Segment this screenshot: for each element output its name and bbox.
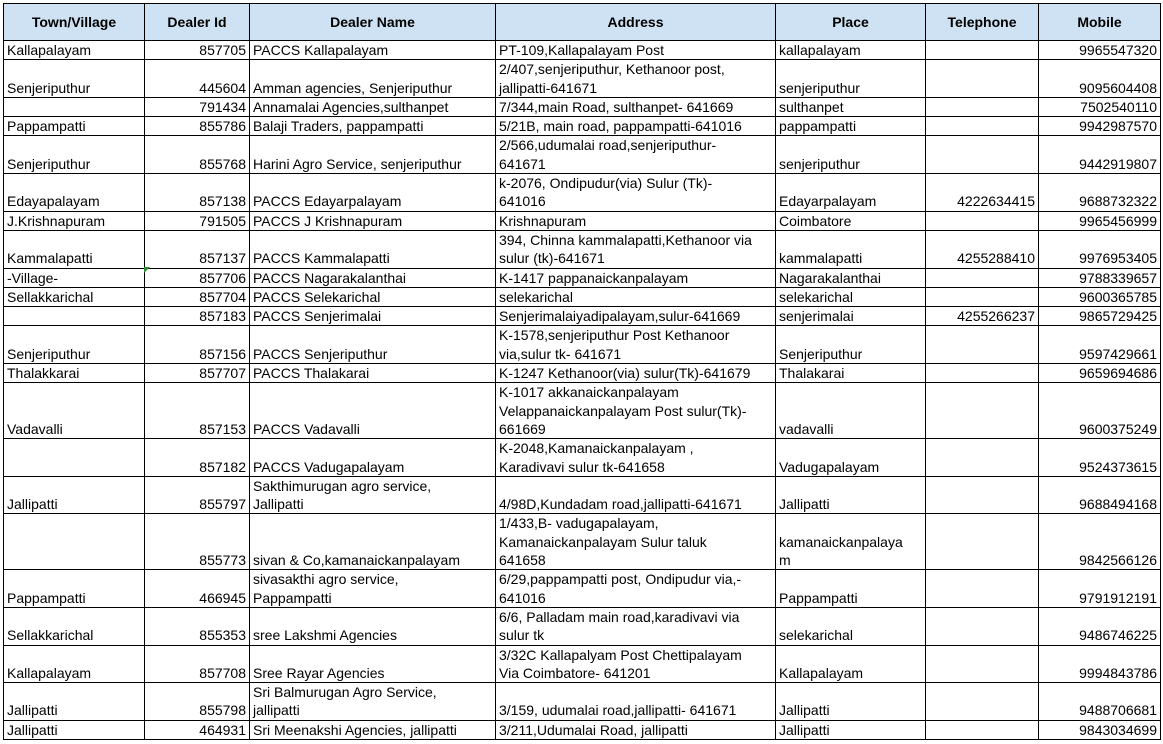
cell-telephone[interactable] [926,683,1039,721]
cell-dealer-id[interactable]: 445604 [145,60,250,98]
cell-place[interactable]: Thalakarai [776,364,926,383]
cell-dealer-name[interactable]: Sree Rayar Agencies [250,645,496,683]
table-row [4,268,1161,287]
cell-address[interactable]: 4/98D,Kundadam road,jallipatti-641671 [496,476,776,514]
cell-mobile[interactable]: 9865729425 [1039,307,1161,326]
cell-town[interactable] [4,307,145,326]
table-row [4,287,1161,306]
cell-address[interactable]: 1/433,B- vadugapalayam, Kamanaickanpalayam Sulur taluk 641658 [496,514,776,570]
cell-mobile[interactable]: 9688494168 [1039,476,1161,514]
cell-dealer-name[interactable]: PACCS J Krishnapuram [250,211,496,230]
cell-dealer-name[interactable]: Sakthimurugan agro service, Jallipatti [250,476,496,514]
cell-town[interactable]: Senjeriputhur [4,60,145,98]
cell-town[interactable]: Vadavalli [4,383,145,439]
table-row [4,174,1161,212]
table-row [4,439,1161,477]
cell-comment-indicator[interactable] [144,267,150,273]
cell-telephone[interactable] [926,97,1039,116]
cell-dealer-name[interactable]: sree Lakshmi Agencies [250,607,496,645]
cell-dealer-name[interactable]: PACCS Edayarpalayam [250,174,496,212]
cell-place[interactable]: Coimbatore [776,211,926,230]
cell-address[interactable]: 3/159, udumalai road,jallipatti- 641671 [496,683,776,721]
cell-address[interactable]: 2/566,udumalai road,senjeriputhur- 641671 [496,136,776,174]
cell-dealer-name[interactable]: sivan & Co,kamanaickanpalayam [250,514,496,570]
cell-town[interactable]: Pappampatti [4,570,145,608]
cell-dealer-name[interactable]: PACCS Kammalapatti [250,230,496,268]
cell-dealer-id[interactable]: 857704 [145,287,250,306]
cell-town[interactable]: Sellakkarichal [4,607,145,645]
table-row [4,720,1161,739]
header-dealer-name[interactable]: Dealer Name [250,4,496,41]
cell-dealer-id[interactable]: 857707 [145,364,250,383]
cell-address[interactable]: 6/29,pappampatti post, Ondipudur via,- 641016 [496,570,776,608]
table-row [4,383,1161,439]
cell-dealer-id[interactable]: 855786 [145,117,250,136]
cell-place[interactable]: Jallipatti [776,683,926,721]
cell-place[interactable]: selekarichal [776,287,926,306]
cell-town[interactable]: J.Krishnapuram [4,211,145,230]
cell-place[interactable]: Nagarakalanthai [776,268,926,287]
cell-dealer-id[interactable]: 857183 [145,307,250,326]
cell-dealer-id[interactable]: 857182 [145,439,250,477]
cell-address[interactable]: 3/211,Udumalai Road, jallipatti [496,720,776,739]
cell-place[interactable]: Jallipatti [776,476,926,514]
cell-dealer-name[interactable]: Harini Agro Service, senjeriputhur [250,136,496,174]
cell-town[interactable]: Kammalapatti [4,230,145,268]
cell-mobile[interactable]: 9600375249 [1039,383,1161,439]
cell-town[interactable] [4,97,145,116]
table-row [4,645,1161,683]
cell-mobile[interactable]: 9486746225 [1039,607,1161,645]
cell-dealer-name[interactable]: PACCS Senjerimalai [250,307,496,326]
cell-address[interactable]: K-2048,Kamanaickanpalayam , Karadivavi sulur tk-641658 [496,439,776,477]
cell-address[interactable]: 394, Chinna kammalapatti,Kethanoor via sulur (tk)-641671 [496,230,776,268]
header-address[interactable]: Address [496,4,776,41]
cell-address[interactable]: 2/407,senjeriputhur, Kethanoor post, jallipatti-641671 [496,60,776,98]
cell-address[interactable]: Senjerimalaiyadipalayam,sulur-641669 [496,307,776,326]
cell-mobile[interactable]: 9942987570 [1039,117,1161,136]
cell-mobile[interactable]: 9659694686 [1039,364,1161,383]
header-place[interactable]: Place [776,4,926,41]
table-row [4,326,1161,364]
cell-mobile[interactable]: 9791912191 [1039,570,1161,608]
cell-town[interactable]: Kallapalayam [4,41,145,60]
cell-dealer-name[interactable]: PACCS Vadavalli [250,383,496,439]
cell-telephone[interactable] [926,645,1039,683]
cell-telephone[interactable] [926,720,1039,739]
cell-place[interactable]: Pappampatti [776,570,926,608]
table-row [4,476,1161,514]
cell-mobile[interactable]: 9965456999 [1039,211,1161,230]
cell-dealer-id[interactable]: 791505 [145,211,250,230]
cell-town[interactable] [4,514,145,570]
cell-address[interactable]: 6/6, Palladam main road,karadivavi via sulur tk [496,607,776,645]
cell-mobile[interactable]: 9600365785 [1039,287,1161,306]
cell-address[interactable]: K-1417 pappanaickanpalayam [496,268,776,287]
table-row [4,211,1161,230]
cell-place[interactable]: kallapalayam [776,41,926,60]
table-row [4,117,1161,136]
cell-dealer-name[interactable]: Annamalai Agencies,sulthanpet [250,97,496,116]
cell-dealer-name[interactable]: sivasakthi agro service, Pappampatti [250,570,496,608]
cell-mobile[interactable]: 9095604408 [1039,60,1161,98]
cell-telephone[interactable] [926,211,1039,230]
table-row [4,97,1161,116]
header-telephone[interactable]: Telephone [926,4,1039,41]
cell-place[interactable]: senjeriputhur [776,60,926,98]
cell-dealer-name[interactable]: PACCS Nagarakalanthai [250,268,496,287]
cell-town[interactable]: Jallipatti [4,683,145,721]
cell-address[interactable]: PT-109,Kallapalayam Post [496,41,776,60]
cell-town[interactable]: -Village- [4,268,145,287]
cell-address[interactable]: K-1578,senjeriputhur Post Kethanoor via,sulur tk- 641671 [496,326,776,364]
cell-telephone[interactable] [926,570,1039,608]
cell-town[interactable] [4,439,145,477]
cell-dealer-id[interactable]: 791434 [145,97,250,116]
cell-telephone[interactable] [926,326,1039,364]
cell-address[interactable]: 5/21B, main road, pappampatti-641016 [496,117,776,136]
cell-place[interactable]: senjerimalai [776,307,926,326]
cell-mobile[interactable]: 9597429661 [1039,326,1161,364]
cell-dealer-name[interactable]: PACCS Thalakarai [250,364,496,383]
cell-telephone[interactable] [926,117,1039,136]
cell-dealer-id[interactable]: 855768 [145,136,250,174]
cell-dealer-id[interactable]: 857156 [145,326,250,364]
cell-telephone[interactable] [926,607,1039,645]
cell-mobile[interactable]: 9842566126 [1039,514,1161,570]
cell-place[interactable]: Vadugapalayam [776,439,926,477]
dealer-spreadsheet [3,3,1161,740]
cell-address[interactable]: 3/32C Kallapalyam Post Chettipalayam Via Coimbatore- 641201 [496,645,776,683]
cell-address[interactable]: K-1017 akkanaickanpalayam Velappanaickanpalayam Post sulur(Tk)- 661669 [496,383,776,439]
cell-town[interactable]: Edayapalayam [4,174,145,212]
cell-dealer-id[interactable]: 855773 [145,514,250,570]
cell-dealer-id[interactable]: 855798 [145,683,250,721]
cell-telephone[interactable] [926,514,1039,570]
cell-dealer-name[interactable]: Balaji Traders, pappampatti [250,117,496,136]
cell-telephone[interactable] [926,287,1039,306]
cell-dealer-id[interactable]: 857708 [145,645,250,683]
cell-telephone[interactable] [926,383,1039,439]
cell-dealer-name[interactable]: PACCS Kallapalayam [250,41,496,60]
cell-dealer-id[interactable]: 855797 [145,476,250,514]
cell-telephone[interactable] [926,364,1039,383]
cell-place[interactable]: Jallipatti [776,720,926,739]
cell-telephone[interactable]: 4255266237 [926,307,1039,326]
header-town-village[interactable]: Town/Village [4,4,145,41]
cell-place[interactable]: Edayarpalayam [776,174,926,212]
table-row [4,683,1161,721]
cell-place[interactable]: kamanaickanpalaya m [776,514,926,570]
cell-address[interactable]: selekarichal [496,287,776,306]
table-row [4,364,1161,383]
cell-mobile[interactable]: 9788339657 [1039,268,1161,287]
cell-town[interactable]: Senjeriputhur [4,136,145,174]
cell-telephone[interactable] [926,136,1039,174]
cell-dealer-id[interactable]: 466945 [145,570,250,608]
cell-mobile[interactable]: 7502540110 [1039,97,1161,116]
cell-town[interactable]: Jallipatti [4,720,145,739]
cell-address[interactable]: k-2076, Ondipudur(via) Sulur (Tk)- 641016 [496,174,776,212]
cell-town[interactable]: Senjeriputhur [4,326,145,364]
cell-dealer-name[interactable]: Sri Meenakshi Agencies, jallipatti [250,720,496,739]
cell-mobile[interactable]: 9688732322 [1039,174,1161,212]
cell-telephone[interactable] [926,476,1039,514]
cell-place[interactable]: selekarichal [776,607,926,645]
cell-mobile[interactable]: 9976953405 [1039,230,1161,268]
table-row [4,230,1161,268]
table-row [4,60,1161,98]
cell-dealer-id[interactable]: 857153 [145,383,250,439]
cell-mobile[interactable]: 9994843786 [1039,645,1161,683]
header-dealer-id[interactable]: Dealer Id [145,4,250,41]
table-row [4,41,1161,60]
cell-telephone[interactable]: 4255288410 [926,230,1039,268]
cell-town[interactable]: Pappampatti [4,117,145,136]
cell-telephone[interactable]: 4222634415 [926,174,1039,212]
cell-town[interactable]: Jallipatti [4,476,145,514]
table-row [4,307,1161,326]
cell-dealer-id[interactable]: 855353 [145,607,250,645]
cell-address[interactable]: 7/344,main Road, sulthanpet- 641669 [496,97,776,116]
cell-mobile[interactable]: 9442919807 [1039,136,1161,174]
cell-mobile[interactable]: 9524373615 [1039,439,1161,477]
cell-dealer-name[interactable]: Sri Balmurugan Agro Service, jallipatti [250,683,496,721]
cell-place[interactable]: Senjeriputhur [776,326,926,364]
cell-town[interactable]: Kallapalayam [4,645,145,683]
cell-town[interactable]: Sellakkarichal [4,287,145,306]
cell-mobile[interactable]: 9488706681 [1039,683,1161,721]
cell-dealer-name[interactable]: PACCS Selekarichal [250,287,496,306]
cell-place[interactable]: sulthanpet [776,97,926,116]
cell-telephone[interactable] [926,60,1039,98]
cell-address[interactable]: Krishnapuram [496,211,776,230]
cell-telephone[interactable] [926,41,1039,60]
cell-address[interactable]: K-1247 Kethanoor(via) sulur(Tk)-641679 [496,364,776,383]
cell-dealer-id[interactable]: 857138 [145,174,250,212]
cell-mobile[interactable]: 9965547320 [1039,41,1161,60]
cell-dealer-name[interactable]: Amman agencies, Senjeriputhur [250,60,496,98]
cell-dealer-id[interactable]: 857706 [145,268,250,287]
table-row [4,136,1161,174]
cell-town[interactable]: Thalakkarai [4,364,145,383]
cell-dealer-id[interactable]: 857705 [145,41,250,60]
cell-telephone[interactable] [926,439,1039,477]
cell-dealer-id[interactable]: 857137 [145,230,250,268]
cell-place[interactable]: pappampatti [776,117,926,136]
cell-place[interactable]: senjeriputhur [776,136,926,174]
table-row [4,607,1161,645]
cell-dealer-name[interactable]: PACCS Vadugapalayam [250,439,496,477]
table-row [4,570,1161,608]
cell-mobile[interactable]: 9843034699 [1039,720,1161,739]
cell-dealer-name[interactable]: PACCS Senjeriputhur [250,326,496,364]
cell-place[interactable]: kammalapatti [776,230,926,268]
header-mobile[interactable]: Mobile [1039,4,1161,41]
cell-telephone[interactable] [926,268,1039,287]
cell-dealer-id[interactable]: 464931 [145,720,250,739]
cell-place[interactable]: Kallapalayam [776,645,926,683]
header-row [4,4,1161,41]
table-row [4,514,1161,570]
cell-place[interactable]: vadavalli [776,383,926,439]
